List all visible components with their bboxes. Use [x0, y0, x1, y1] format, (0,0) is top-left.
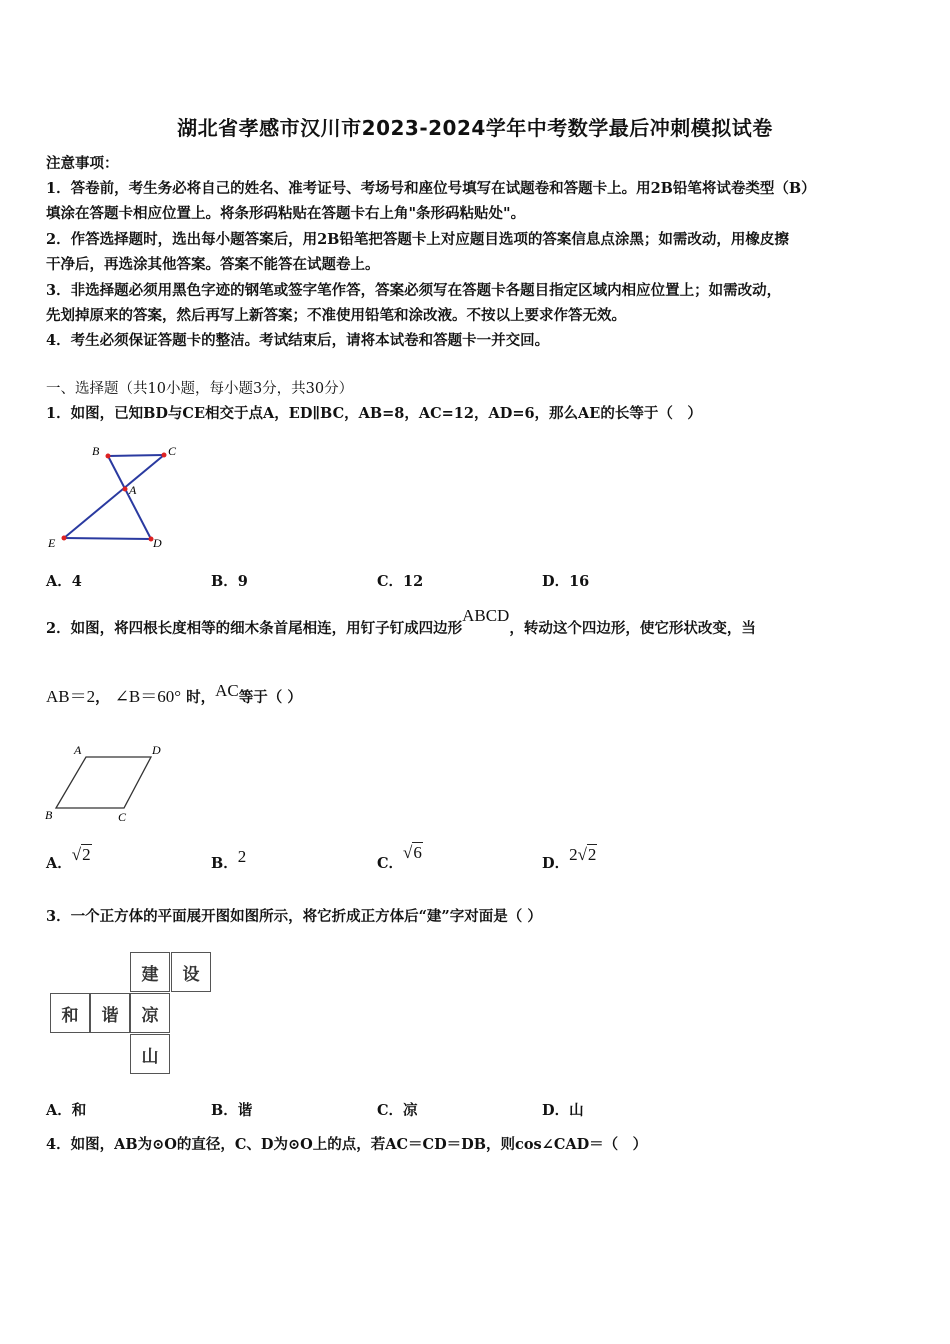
- q1-label-b: B: [92, 444, 100, 458]
- question-1-text: 1．如图，已知BD与CE相交于点A，ED∥BC，AB=8，AC=12，AD=6，那么AE的长等于（ ）: [46, 405, 702, 422]
- math-ab: AB＝2: [46, 687, 96, 706]
- notice-heading: 注意事项：: [46, 155, 119, 172]
- math-angle-b: ∠B＝60°: [114, 687, 182, 706]
- q2-label-b: B: [45, 808, 53, 822]
- q1-figure: [40, 438, 190, 558]
- notice-line: 先划掉原来的答案，然后再写上新答案；不准使用铅笔和涂改液。不按以上要求作答无效。: [46, 307, 626, 324]
- q2-option-d: D．2√2: [542, 845, 597, 872]
- q1-label-c: C: [168, 444, 177, 458]
- notice-line: 填涂在答题卡相应位置上。将条形码粘贴在答题卡右上角"条形码粘贴处"。: [46, 205, 526, 222]
- q1-option-c: C．12: [377, 573, 424, 590]
- question-4-text: 4．如图，AB为⊙O的直径，C、D为⊙O上的点，若AC＝CD＝DB，则cos∠CAD＝（ ）: [46, 1136, 648, 1153]
- notice-line: 4．考生必须保证答题卡的整洁。考试结束后，请将本试卷和答题卡一并交回。: [46, 332, 550, 349]
- q2-option-a: A．√2: [46, 845, 91, 872]
- q2-option-c: C．√6: [377, 843, 422, 872]
- q1-label-e: E: [48, 536, 56, 550]
- q3-option-d: D．山: [542, 1102, 584, 1119]
- q1-label-d: D: [153, 536, 162, 550]
- q2-label-d: D: [152, 743, 161, 757]
- question-2-condition: AB＝2， ∠B＝60° 时，AC等于（ ）: [46, 681, 302, 706]
- q2-label-c: C: [118, 810, 127, 824]
- cube-face-he: 和: [50, 993, 90, 1033]
- q3-cube-net: [50, 952, 220, 1082]
- q1-option-b: B．9: [211, 573, 248, 590]
- notice-line: 2．作答选择题时，选出每小题答案后，用2B铅笔把答题卡上对应题目选项的答案信息点涂黑；如需改动，用橡皮擦: [46, 231, 789, 248]
- q3-option-a: A．和: [46, 1102, 87, 1119]
- q1-label-a: A: [129, 483, 137, 497]
- q2-figure: [40, 738, 180, 828]
- q1-option-a: A．4: [46, 573, 82, 590]
- notice-line: 干净后，再选涂其他答案。答案不能答在试题卷上。: [46, 256, 380, 273]
- math-abcd: ABCD: [462, 606, 510, 625]
- q1-option-d: D．16: [542, 573, 590, 590]
- cube-face-jian: 建: [130, 952, 170, 992]
- math-ac: AC: [215, 681, 239, 700]
- question-3-text: 3．一个正方体的平面展开图如图所示，将它折成正方体后“建”字对面是（ ）: [46, 908, 542, 925]
- cube-face-xie: 谐: [90, 993, 130, 1033]
- notice-line: 3．非选择题必须用黑色字迹的钢笔或签字笔作答，答案必须写在答题卡各题目指定区域内相应位置上；如需改动，: [46, 282, 782, 299]
- cube-face-she: 设: [171, 952, 211, 992]
- notice-line: 1．答卷前，考生务必将自己的姓名、准考证号、考场号和座位号填写在试题卷和答题卡上。用2B铅笔将试卷类型（B）: [46, 180, 816, 197]
- section-heading: 一、选择题（共10小题，每小题3分，共30分）: [46, 381, 354, 397]
- q3-option-c: C．凉: [377, 1102, 418, 1119]
- page-title: 湖北省孝感市汉川市2023-2024学年中考数学最后冲刺模拟试卷: [177, 116, 773, 140]
- q3-option-b: B．谐: [211, 1102, 253, 1119]
- q2-label-a: A: [74, 743, 82, 757]
- q2-option-b: B．2: [211, 847, 247, 872]
- cube-face-liang: 凉: [130, 993, 170, 1033]
- cube-face-shan: 山: [130, 1034, 170, 1074]
- question-2-text: 2．如图，将四根长度相等的细木条首尾相连，用钉子钉成四边形ABCD，转动这个四边形，使它形状改变，当: [46, 606, 756, 637]
